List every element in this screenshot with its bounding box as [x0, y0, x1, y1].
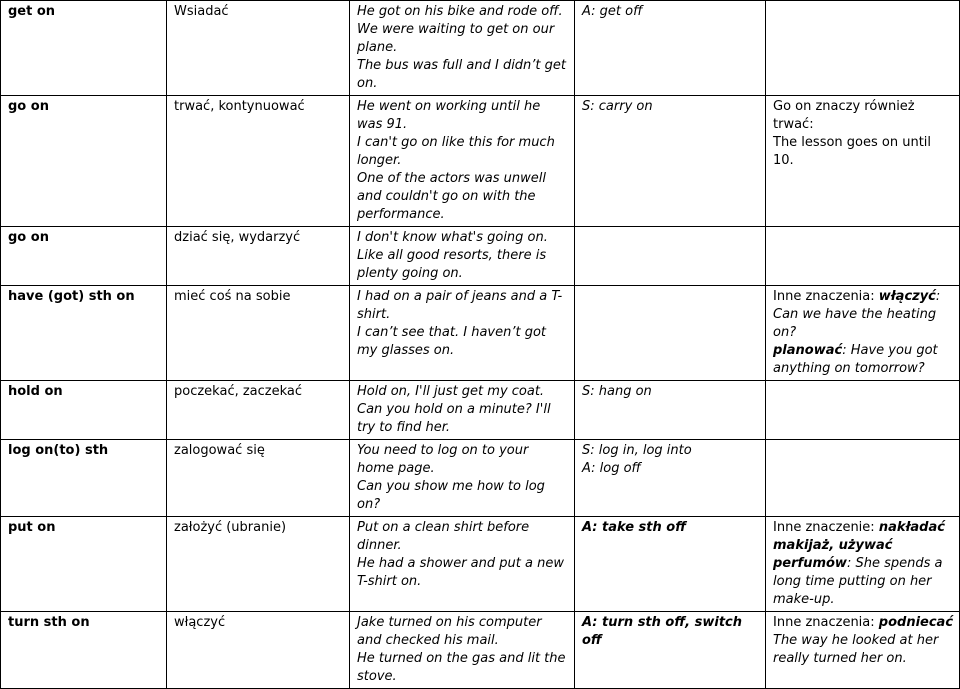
example-sentence: Like all good resorts, there is plenty going on. [357, 248, 547, 281]
example-sentence: I can't go on like this for much longer. [357, 135, 555, 168]
phrasal-verb: go on [1, 227, 167, 286]
example-sentence: He turned on the gas and lit the stove. [357, 651, 566, 684]
note-line: The lesson goes on until 10. [773, 135, 932, 168]
note [766, 227, 960, 286]
note-text: Inne znaczenia: [773, 289, 879, 304]
meaning: mieć coś na sobie [167, 286, 350, 381]
examples [350, 440, 575, 517]
phrasal-verb: get on [1, 1, 167, 96]
examples [350, 517, 575, 612]
note [766, 612, 960, 689]
example-sentence: Hold on, I'll just get my coat. [357, 384, 545, 399]
related-verb: S: hang on [582, 384, 652, 399]
note-line: Go on znaczy również trwać: [773, 99, 915, 132]
meaning: dziać się, wydarzyć [167, 227, 350, 286]
related-verbs [575, 612, 766, 689]
example-sentence: One of the actors was unwell and couldn't go on with the performance. [357, 171, 546, 222]
table-row [1, 381, 960, 440]
example-sentence: I don't know what's going on. [357, 230, 548, 245]
related-verbs [575, 517, 766, 612]
table-row [1, 286, 960, 381]
note-text: Inne znaczenie: [773, 520, 879, 535]
related-verb: A: log off [582, 461, 641, 476]
meaning: Wsiadać [167, 1, 350, 96]
phrasal-verb: put on [1, 517, 167, 612]
table-row [1, 227, 960, 286]
note [766, 517, 960, 612]
table-row [1, 517, 960, 612]
note-text: : She spends a long time putting on her make-up. [773, 556, 943, 607]
note [766, 440, 960, 517]
example-sentence: We were waiting to get on our plane. [357, 22, 555, 55]
examples [350, 227, 575, 286]
note [766, 1, 960, 96]
examples [350, 381, 575, 440]
note-text: The way he looked at her really turned her on. [773, 633, 939, 666]
table-row [1, 96, 960, 227]
note [766, 96, 960, 227]
note [766, 286, 960, 381]
related-verbs [575, 381, 766, 440]
note-text: : Can we have the heating on? [773, 289, 941, 340]
meaning: włączyć [167, 612, 350, 689]
related-verbs [575, 227, 766, 286]
example-sentence: He got on his bike and rode off. [357, 4, 563, 19]
meaning: założyć (ubranie) [167, 517, 350, 612]
note-text: : Have you got anything on tomorrow? [773, 343, 938, 376]
related-verb: S: carry on [582, 99, 653, 114]
example-sentence: I had on a pair of jeans and a T-shirt. [357, 289, 563, 322]
example-sentence: Jake turned on his computer and checked his mail. [357, 615, 542, 648]
example-sentence: I can’t see that. I haven’t got my glasses on. [357, 325, 547, 358]
phrasal-verb: go on [1, 96, 167, 227]
note-emphasis: planować [773, 343, 843, 358]
example-sentence: He had a shower and put a new T-shirt on. [357, 556, 564, 589]
examples [350, 612, 575, 689]
table-row [1, 612, 960, 689]
meaning: zalogować się [167, 440, 350, 517]
note-text: Inne znaczenia: [773, 615, 879, 630]
example-sentence: You need to log on to your home page. [357, 443, 529, 476]
note-emphasis: nakładać makijaż, używać perfumów [773, 520, 945, 571]
related-verb: S: log in, log into [582, 443, 692, 458]
note [766, 381, 960, 440]
table-row [1, 440, 960, 517]
examples [350, 1, 575, 96]
related-verbs [575, 96, 766, 227]
related-verbs [575, 1, 766, 96]
example-sentence: The bus was full and I didn’t get on. [357, 58, 567, 91]
example-sentence: He went on working until he was 91. [357, 99, 541, 132]
related-verbs [575, 440, 766, 517]
meaning: poczekać, zaczekać [167, 381, 350, 440]
related-verb: A: get off [582, 4, 643, 19]
related-verbs [575, 286, 766, 381]
example-sentence: Can you show me how to log on? [357, 479, 545, 512]
meaning: trwać, kontynuować [167, 96, 350, 227]
phrasal-verb: turn sth on [1, 612, 167, 689]
note-emphasis: podniecać [878, 615, 954, 630]
example-sentence: Put on a clean shirt before dinner. [357, 520, 530, 553]
related-verb: A: take sth off [582, 520, 687, 535]
examples [350, 286, 575, 381]
table-row [1, 1, 960, 96]
note-emphasis: włączyć [878, 289, 936, 304]
phrasal-verb: hold on [1, 381, 167, 440]
examples [350, 96, 575, 227]
phrasal-verb: have (got) sth on [1, 286, 167, 381]
example-sentence: Can you hold on a minute? I'll try to find her. [357, 402, 551, 435]
related-verb: A: turn sth off, switch off [582, 615, 743, 648]
phrasal-verb: log on(to) sth [1, 440, 167, 517]
